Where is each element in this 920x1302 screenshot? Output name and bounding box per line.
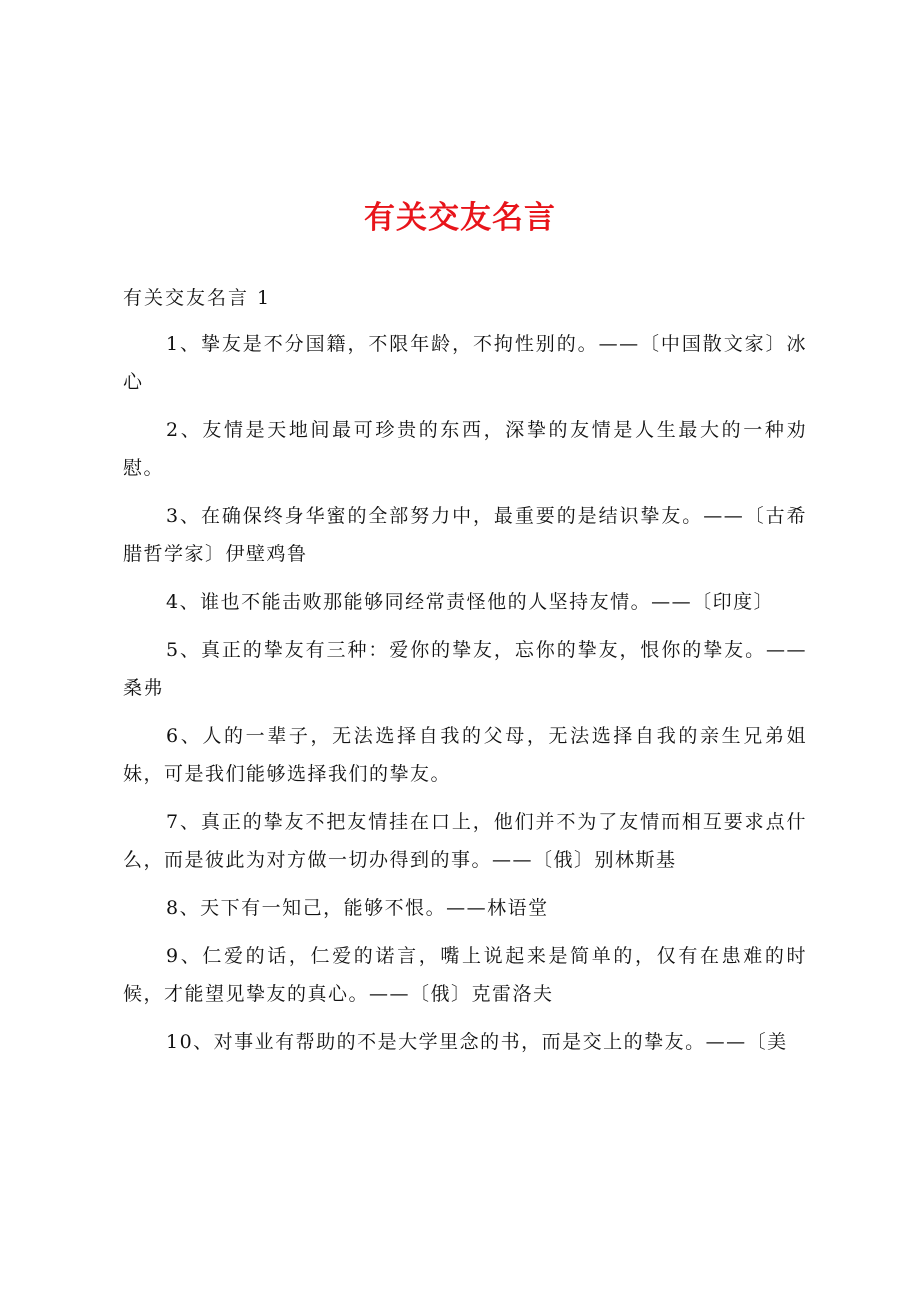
quote-item: 2、友情是天地间最可珍贵的东西，深挚的友情是人生最大的一种劝慰。 <box>123 419 807 479</box>
quote-item: 4、谁也不能击败那能够同经常责怪他的人坚持友情。——〔印度〕 <box>166 591 775 613</box>
quote-item: 10、对事业有帮助的不是大学里念的书，而是交上的挚友。——〔美 <box>166 1031 788 1053</box>
quote-item: 5、真正的挚友有三种：爱你的挚友，忘你的挚友，恨你的挚友。——桑弗 <box>123 639 807 699</box>
quote-list <box>123 325 807 1071</box>
quote-item: 6、人的一辈子，无法选择自我的父母，无法选择自我的亲生兄弟姐妹，可是我们能够选择我们的挚友。 <box>123 725 807 785</box>
document-title: 有关交友名言 <box>364 200 556 236</box>
quote-item: 7、真正的挚友不把友情挂在口上，他们并不为了友情而相互要求点什么，而是彼此为对方做一切办得到的事。——〔俄〕别林斯基 <box>123 811 807 871</box>
section-heading: 有关交友名言 1 <box>123 287 272 309</box>
quote-item: 3、在确保终身华蜜的全部努力中，最重要的是结识挚友。——〔古希腊哲学家〕伊壁鸡鲁 <box>123 505 807 565</box>
quote-item: 1、挚友是不分国籍，不限年龄，不拘性别的。——〔中国散文家〕冰心 <box>123 333 807 393</box>
quote-item: 9、仁爱的话，仁爱的诺言，嘴上说起来是简单的，仅有在患难的时候，才能望见挚友的真心。——〔俄〕克雷洛夫 <box>123 945 807 1005</box>
quote-item: 8、天下有一知己，能够不恨。——林语堂 <box>166 897 549 919</box>
